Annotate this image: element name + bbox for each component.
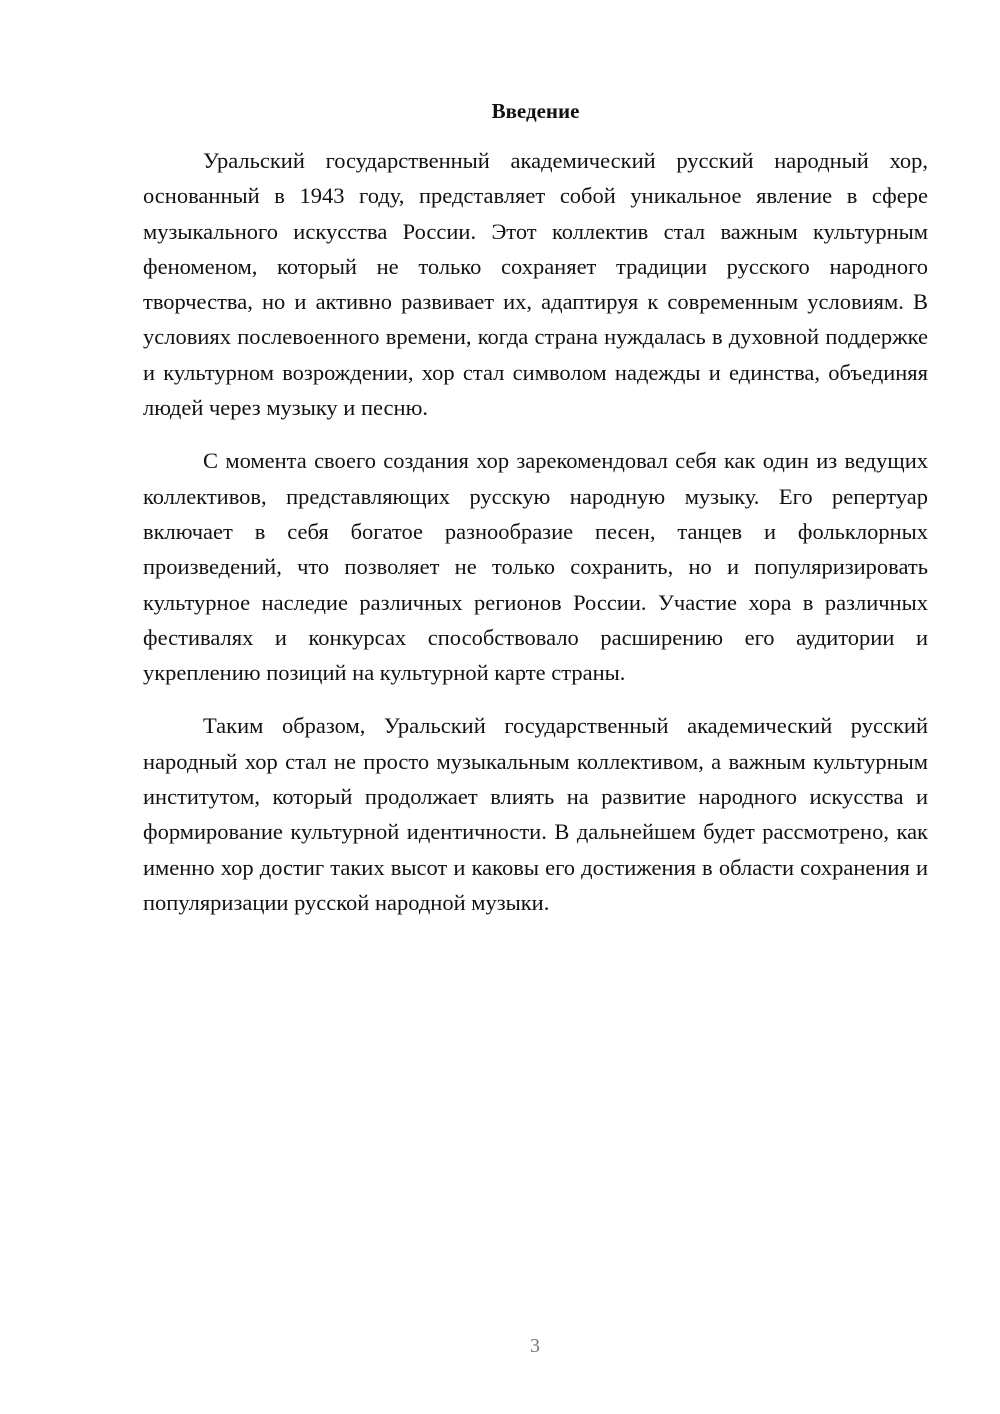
paragraph-3: Таким образом, Уральский государственный академический русский народный хор стал не просто музыкальным коллективом, а важным культурным институтом, который продолжает влиять на развитие народного искусства и формирование культурной идентичности. В дальнейшем будет рассмотрено, как именно хор достиг таких высот и каковы его достижения в области сохранения и популяризации русской народной музыки.	[143, 713, 928, 915]
page-content	[143, 95, 928, 938]
section-title: Введение	[491, 99, 580, 123]
paragraph-1: Уральский государственный академический русский народный хор, основанный в 1943 году, представляет собой уникальное явление в сфере музыкального искусства России. Этот коллектив стал важным культурным феноменом, который не только сохраняет традиции русского народного творчества, но и активно развивает их, адаптируя к современным условиям. В условиях послевоенного времени, когда страна нуждалась в духовной поддержке и культурном возрождении, хор стал символом надежды и единства, объединяя людей через музыку и песню.	[143, 148, 928, 421]
paragraph-2: С момента своего создания хор зарекомендовал себя как один из ведущих коллективов, представляющих русскую народную музыку. Его репертуар включает в себя богатое разнообразие песен, танцев и фольклорных произведений, что позволяет не только сохранить, но и популяризировать культурное наследие различных регионов России. Участие хора в различных фестивалях и конкурсах способствовало расширению его аудитории и укреплению позиций на культурной карте страны.	[143, 448, 928, 686]
page-number: 3	[530, 1335, 540, 1357]
